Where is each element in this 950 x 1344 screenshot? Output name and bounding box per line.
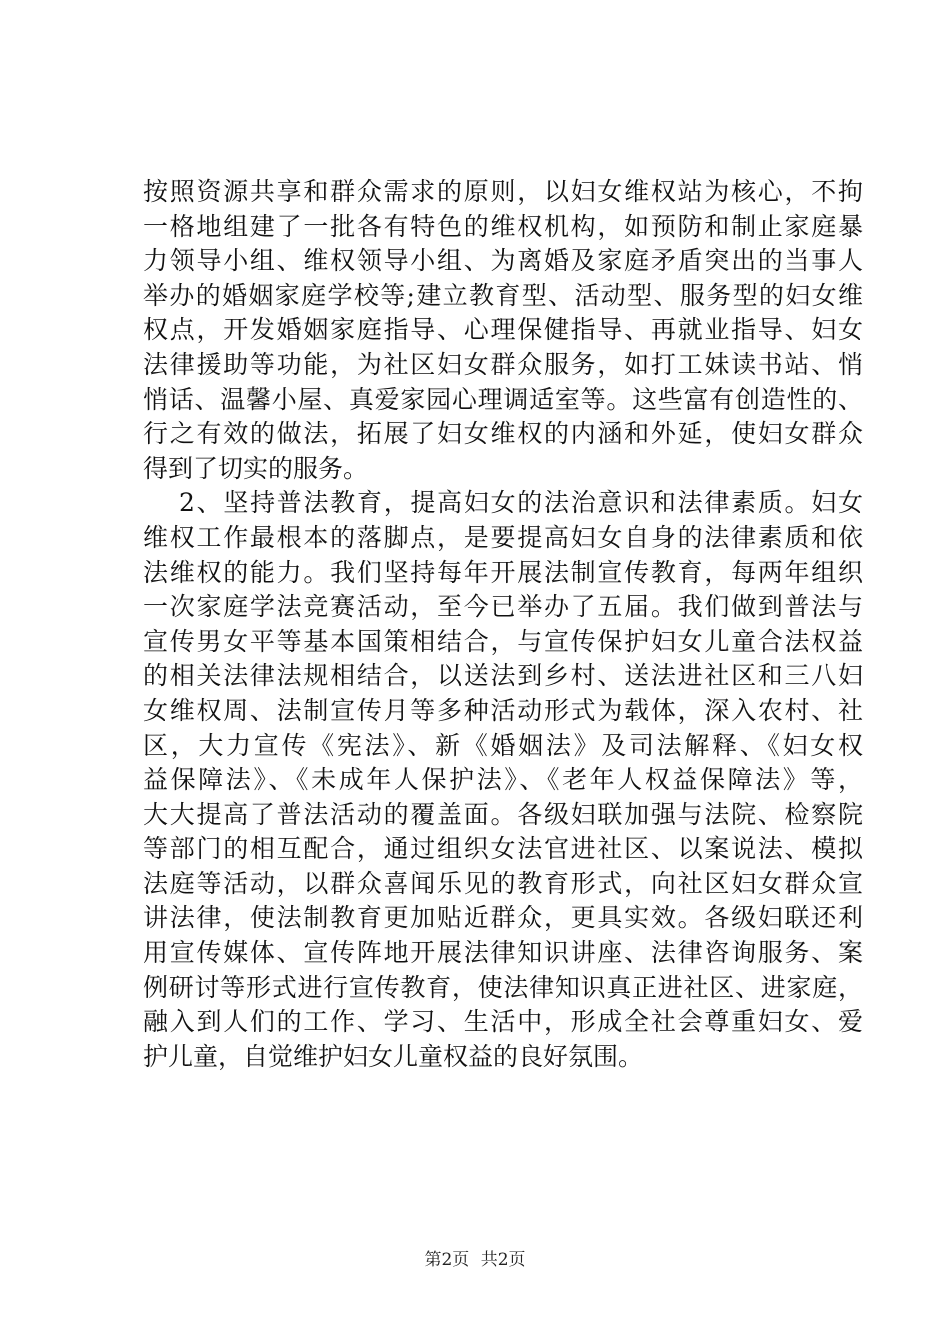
text-line: 一格地组建了一批各有特色的维权机构，如预防和制止家庭暴 <box>143 211 863 241</box>
text-line: 融入到人们的工作、学习、生活中，形成全社会尊重妇女、爱 <box>143 1007 863 1037</box>
text-line: 法庭等活动，以群众喜闻乐见的教育形式，向社区妇女群众宣 <box>143 868 863 898</box>
text-line: 宣传男女平等基本国策相结合，与宣传保护妇女儿童合法权益 <box>143 626 863 656</box>
paragraph-2 <box>143 486 863 1074</box>
text-line: 大大提高了普法活动的覆盖面。各级妇联加强与法院、检察院 <box>143 799 863 829</box>
text-line: 等部门的相互配合，通过组织女法官进社区、以案说法、模拟 <box>143 834 863 864</box>
text-line: 一次家庭学法竞赛活动，至今已举办了五届。我们做到普法与 <box>143 592 863 622</box>
text-line: 护儿童，自觉维护妇女儿童权益的良好氛围。 <box>143 1041 644 1071</box>
text-line: 2、坚持普法教育，提高妇女的法治意识和法律素质。妇女 <box>179 488 863 518</box>
text-line: 悄话、温馨小屋、真爱家园心理调适室等。这些富有创造性的、 <box>143 384 863 414</box>
text-line: 法维权的能力。我们坚持每年开展法制宣传教育，每两年组织 <box>143 557 863 587</box>
text-line: 力领导小组、维权领导小组、为离婚及家庭矛盾突出的当事人 <box>143 246 863 276</box>
text-line: 区，大力宣传《宪法》、新《婚姻法》及司法解释、《妇女权 <box>143 730 863 760</box>
text-line: 得到了切实的服务。 <box>143 453 369 483</box>
text-line: 用宣传媒体、宣传阵地开展法律知识讲座、法律咨询服务、案 <box>143 938 863 968</box>
text-line: 举办的婚姻家庭学校等;建立教育型、活动型、服务型的妇女维 <box>143 280 863 310</box>
page-total: 共2页 <box>480 1250 526 1270</box>
text-line: 按照资源共享和群众需求的原则，以妇女维权站为核心，不拘 <box>143 177 863 206</box>
text-line: 行之有效的做法，拓展了妇女维权的内涵和外延，使妇女群众 <box>143 419 863 449</box>
text-line: 益保障法》、《未成年人保护法》、《老年人权益保障法》等， <box>143 765 863 795</box>
page-number: 第2页 <box>424 1250 470 1270</box>
paragraph-1 <box>143 175 863 486</box>
text-line: 权点，开发婚姻家庭指导、心理保健指导、再就业指导、妇女 <box>143 315 863 345</box>
text-line: 讲法律，使法制教育更加贴近群众，更具实效。各级妇联还利 <box>143 903 863 933</box>
text-line: 法律援助等功能，为社区妇女群众服务，如打工妹读书站、悄 <box>143 349 863 379</box>
text-line: 维权工作最根本的落脚点，是要提高妇女自身的法律素质和依 <box>143 522 863 552</box>
document-body <box>143 175 863 1074</box>
page-footer <box>0 1245 950 1270</box>
text-line: 例研讨等形式进行宣传教育，使法律知识真正进社区、进家庭， <box>143 972 863 1002</box>
text-line: 女维权周、法制宣传月等多种活动形式为载体，深入农村、社 <box>143 695 863 725</box>
text-line: 的相关法律法规相结合，以送法到乡村、送法进社区和三八妇 <box>143 661 863 691</box>
